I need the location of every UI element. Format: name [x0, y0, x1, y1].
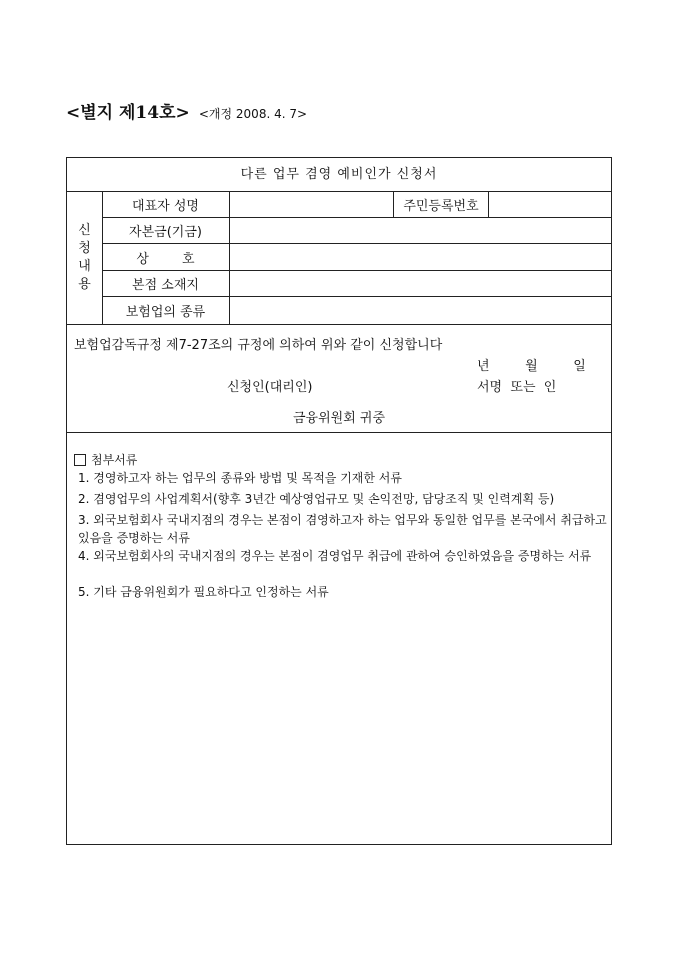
application-section: [67, 191, 611, 325]
section-label-char: 청: [78, 240, 91, 256]
head-office-field[interactable]: [230, 271, 612, 296]
insurance-type-field[interactable]: [230, 297, 612, 324]
section-label-char: 신: [78, 222, 91, 238]
section-label-char: 내: [78, 258, 91, 274]
attachments-heading: [74, 451, 137, 468]
trade-name-row: [102, 244, 612, 271]
attachment-item: 2. 겸영업무의 사업계획서(향후 3년간 예상영업규모 및 손익전망, 담당조직 및 인력계획 등): [78, 492, 555, 506]
trade-name-label: 상 호: [102, 244, 230, 270]
signature-label: 서명 또는 인: [477, 380, 557, 395]
head-office-row: [102, 271, 612, 297]
declaration-statement: 보험업감독규정 제7-27조의 규정에 의하여 위와 같이 신청합니다: [74, 338, 443, 353]
representative-row: [102, 191, 612, 218]
application-form: [66, 157, 612, 845]
section-label-char: 용: [78, 276, 91, 292]
recipient: 금융위원회 귀중: [292, 411, 386, 426]
representative-name-label: 대표자 성명: [102, 191, 230, 217]
applicant-label: 신청인(대리인): [227, 380, 313, 395]
resident-number-field[interactable]: [489, 191, 612, 217]
head-office-label: 본점 소재지: [102, 271, 230, 296]
insurance-type-row: [102, 297, 612, 324]
capital-row: [102, 218, 612, 244]
attachment-item: 1. 경영하고자 하는 업무의 종류와 방법 및 목적을 기재한 서류: [78, 471, 402, 485]
form-number: <별지 제14호>: [66, 103, 190, 123]
form-header: [66, 98, 307, 123]
resident-number-label: 주민등록번호: [393, 191, 489, 217]
insurance-type-label: 보험업의 종류: [102, 297, 230, 324]
attachments-heading-label: 첨부서류: [91, 453, 138, 467]
date-month: 월: [525, 359, 538, 374]
date-day: 일: [573, 359, 586, 374]
representative-name-field[interactable]: [230, 191, 357, 217]
declaration-section: [67, 324, 611, 433]
capital-label: 자본금(기금): [102, 218, 230, 243]
form-title: 다른 업무 겸영 예비인가 신청서: [67, 158, 611, 192]
section-label: [67, 191, 103, 324]
trade-name-field[interactable]: [230, 244, 612, 270]
attachment-item: 3. 외국보험회사 국내지점의 경우는 본점이 겸영하고자 하는 업무와 동일한 업무를 본국에서 취급하고 있음을 증명하는 서류: [78, 513, 607, 545]
capital-field[interactable]: [230, 218, 612, 243]
revision-date: <개정 2008. 4. 7>: [198, 107, 308, 121]
date-year: 년: [477, 359, 490, 374]
attachment-item: 4. 외국보험회사의 국내지점의 경우는 본점이 겸영업무 취급에 관하여 승인하였음을 증명하는 서류: [78, 549, 592, 563]
checkbox-icon[interactable]: [74, 454, 86, 466]
application-date: [477, 355, 586, 374]
attachment-item: 5. 기타 금융위원회가 필요하다고 인정하는 서류: [78, 585, 329, 599]
